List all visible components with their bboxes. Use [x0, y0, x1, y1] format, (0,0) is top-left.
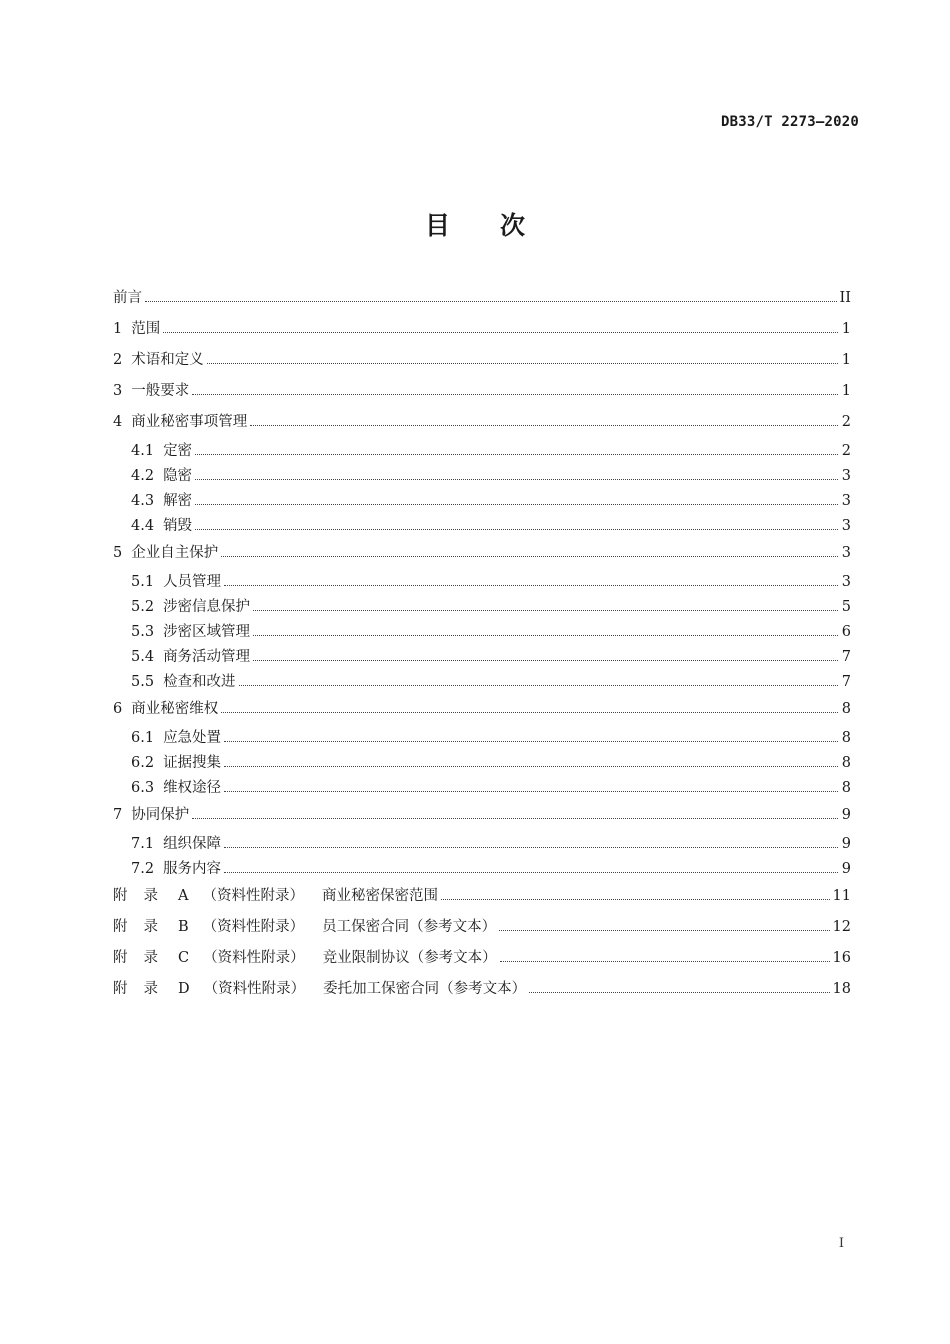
toc-section[interactable]: [113, 491, 851, 516]
document-code: DB33/T 2273—2020: [720, 114, 859, 130]
toc-leader-dots: [207, 362, 838, 364]
toc-number: 6: [113, 701, 123, 717]
toc-page-number: 8: [841, 755, 851, 771]
toc-section[interactable]: [113, 647, 851, 672]
toc-leader-dots: [529, 991, 829, 993]
appendix-word: 附录: [113, 919, 174, 935]
toc-number: 7.2: [131, 861, 155, 877]
toc-page-number: 3: [841, 574, 851, 590]
toc-number: 7: [113, 807, 123, 823]
toc-section[interactable]: [113, 753, 851, 778]
toc-page-number: 18: [832, 981, 851, 997]
toc-number: 4: [113, 414, 123, 430]
toc-leader-dots: [239, 684, 838, 686]
toc-page-number: 9: [841, 836, 851, 852]
toc-number: 7.1: [131, 836, 155, 852]
appendix-type: （资料性附录）: [202, 888, 304, 904]
toc-section[interactable]: [113, 834, 851, 859]
toc-leader-dots: [221, 711, 838, 713]
appendix-title: 商业秘密保密范围: [321, 888, 438, 904]
toc-label: 应急处置: [163, 730, 222, 746]
toc-label: 维权途径: [163, 780, 222, 796]
toc-section[interactable]: [113, 622, 851, 647]
toc-number: 3: [113, 383, 123, 399]
toc-page-number: 1: [841, 383, 851, 399]
toc-page-number: 1: [841, 321, 851, 337]
toc-page-number: 7: [841, 649, 851, 665]
toc-chapter[interactable]: [113, 348, 851, 379]
page-number: I: [838, 1236, 844, 1251]
toc-leader-dots: [195, 503, 838, 505]
toc-leader-dots: [163, 331, 838, 333]
toc-number: 4.1: [131, 443, 155, 459]
toc-chapter[interactable]: [113, 317, 851, 348]
toc-label: 解密: [163, 493, 193, 509]
toc-number: 4.2: [131, 468, 155, 484]
toc-leader-dots: [253, 634, 838, 636]
toc-label: 一般要求: [131, 383, 190, 399]
toc-chapter[interactable]: [113, 697, 851, 728]
toc-page-number: 8: [841, 730, 851, 746]
toc-label: 前言: [113, 290, 142, 306]
toc-label: 证据搜集: [163, 755, 222, 771]
toc-page-number: 9: [841, 861, 851, 877]
toc-chapter[interactable]: [113, 541, 851, 572]
toc-number: 4.3: [131, 493, 155, 509]
toc-leader-dots: [224, 740, 838, 742]
toc-page-number: 1: [841, 352, 851, 368]
toc-leader-dots: [253, 609, 838, 611]
appendix-letter: C: [178, 950, 190, 966]
toc-appendix[interactable]: [113, 946, 851, 977]
toc-label: 涉密区域管理: [163, 624, 251, 640]
toc-leader-dots: [195, 528, 838, 530]
toc-number: 5.3: [131, 624, 155, 640]
appendix-letter: A: [178, 888, 189, 904]
toc-number: 4.4: [131, 518, 155, 534]
toc-chapter[interactable]: [113, 803, 851, 834]
toc-label: 组织保障: [163, 836, 222, 852]
toc-chapter[interactable]: [113, 286, 851, 317]
toc-page-number: 8: [841, 780, 851, 796]
toc-page-number: 3: [841, 468, 851, 484]
table-of-contents: [113, 286, 851, 1008]
toc-label: 协同保护: [131, 807, 190, 823]
toc-leader-dots: [499, 929, 829, 931]
toc-section[interactable]: [113, 859, 851, 884]
toc-section[interactable]: [113, 597, 851, 622]
toc-page-number: 8: [841, 701, 851, 717]
appendix-word: 附录: [113, 888, 174, 904]
toc-appendix[interactable]: [113, 884, 851, 915]
toc-number: 5.1: [131, 574, 155, 590]
toc-page-number: 7: [841, 674, 851, 690]
toc-leader-dots: [253, 659, 838, 661]
appendix-title: 员工保密合同（参考文本）: [322, 919, 497, 935]
toc-page-number: 3: [841, 493, 851, 509]
toc-number: 6.2: [131, 755, 155, 771]
toc-leader-dots: [224, 846, 838, 848]
toc-number: 2: [113, 352, 123, 368]
toc-page-number: 5: [841, 599, 851, 615]
toc-label: 范围: [131, 321, 161, 337]
toc-section[interactable]: [113, 441, 851, 466]
toc-section[interactable]: [113, 778, 851, 803]
toc-leader-dots: [192, 393, 838, 395]
toc-leader-dots: [441, 898, 830, 900]
toc-page-number: II: [839, 290, 851, 306]
appendix-type: （资料性附录）: [203, 950, 305, 966]
toc-page-number: 2: [841, 414, 851, 430]
toc-label: 术语和定义: [131, 352, 204, 368]
toc-label: 服务内容: [163, 861, 222, 877]
toc-label: 检查和改进: [163, 674, 236, 690]
toc-number: 5.4: [131, 649, 155, 665]
appendix-letter: B: [178, 919, 189, 935]
toc-section[interactable]: [113, 728, 851, 753]
title-char-1: 目: [424, 211, 450, 240]
toc-leader-dots: [221, 555, 838, 557]
toc-appendix[interactable]: [113, 977, 851, 1008]
toc-page-number: 3: [841, 545, 851, 561]
toc-leader-dots: [250, 424, 838, 426]
toc-label: 隐密: [163, 468, 193, 484]
toc-leader-dots: [145, 300, 837, 302]
toc-page-number: 2: [841, 443, 851, 459]
toc-leader-dots: [224, 765, 838, 767]
toc-page-number: 12: [832, 919, 851, 935]
toc-label: 定密: [163, 443, 193, 459]
toc-leader-dots: [195, 478, 838, 480]
toc-leader-dots: [195, 453, 838, 455]
toc-leader-dots: [224, 790, 838, 792]
appendix-letter: D: [178, 981, 190, 997]
toc-leader-dots: [224, 871, 838, 873]
toc-page-number: 9: [841, 807, 851, 823]
toc-section[interactable]: [113, 466, 851, 491]
toc-page-number: 16: [832, 950, 851, 966]
toc-leader-dots: [224, 584, 838, 586]
toc-label: 销毁: [163, 518, 193, 534]
toc-label: 商业秘密事项管理: [131, 414, 248, 430]
appendix-title: 委托加工保密合同（参考文本）: [323, 981, 527, 997]
appendix-type: （资料性附录）: [202, 919, 305, 935]
toc-chapter[interactable]: [113, 379, 851, 410]
toc-label: 商业秘密维权: [131, 701, 219, 717]
toc-number: 6.1: [131, 730, 155, 746]
appendix-title: 竞业限制协议（参考文本）: [322, 950, 497, 966]
toc-label: 企业自主保护: [131, 545, 219, 561]
toc-leader-dots: [500, 960, 830, 962]
toc-appendix[interactable]: [113, 915, 851, 946]
toc-label: 商务活动管理: [163, 649, 251, 665]
toc-number: 6.3: [131, 780, 155, 796]
page-title: [0, 206, 950, 242]
appendix-word: 附录: [113, 950, 174, 966]
toc-number: 5.2: [131, 599, 155, 615]
toc-number: 5: [113, 545, 123, 561]
toc-number: 1: [113, 321, 123, 337]
toc-section[interactable]: [113, 516, 851, 541]
toc-section[interactable]: [113, 572, 851, 597]
toc-chapter[interactable]: [113, 410, 851, 441]
toc-section[interactable]: [113, 672, 851, 697]
toc-page-number: 11: [832, 888, 851, 904]
toc-page-number: 6: [841, 624, 851, 640]
toc-leader-dots: [192, 817, 838, 819]
toc-label: 人员管理: [163, 574, 222, 590]
toc-number: 5.5: [131, 674, 155, 690]
title-char-2: 次: [500, 211, 526, 240]
toc-page-number: 3: [841, 518, 851, 534]
appendix-word: 附录: [113, 981, 174, 997]
appendix-type: （资料性附录）: [203, 981, 306, 997]
toc-label: 涉密信息保护: [163, 599, 251, 615]
